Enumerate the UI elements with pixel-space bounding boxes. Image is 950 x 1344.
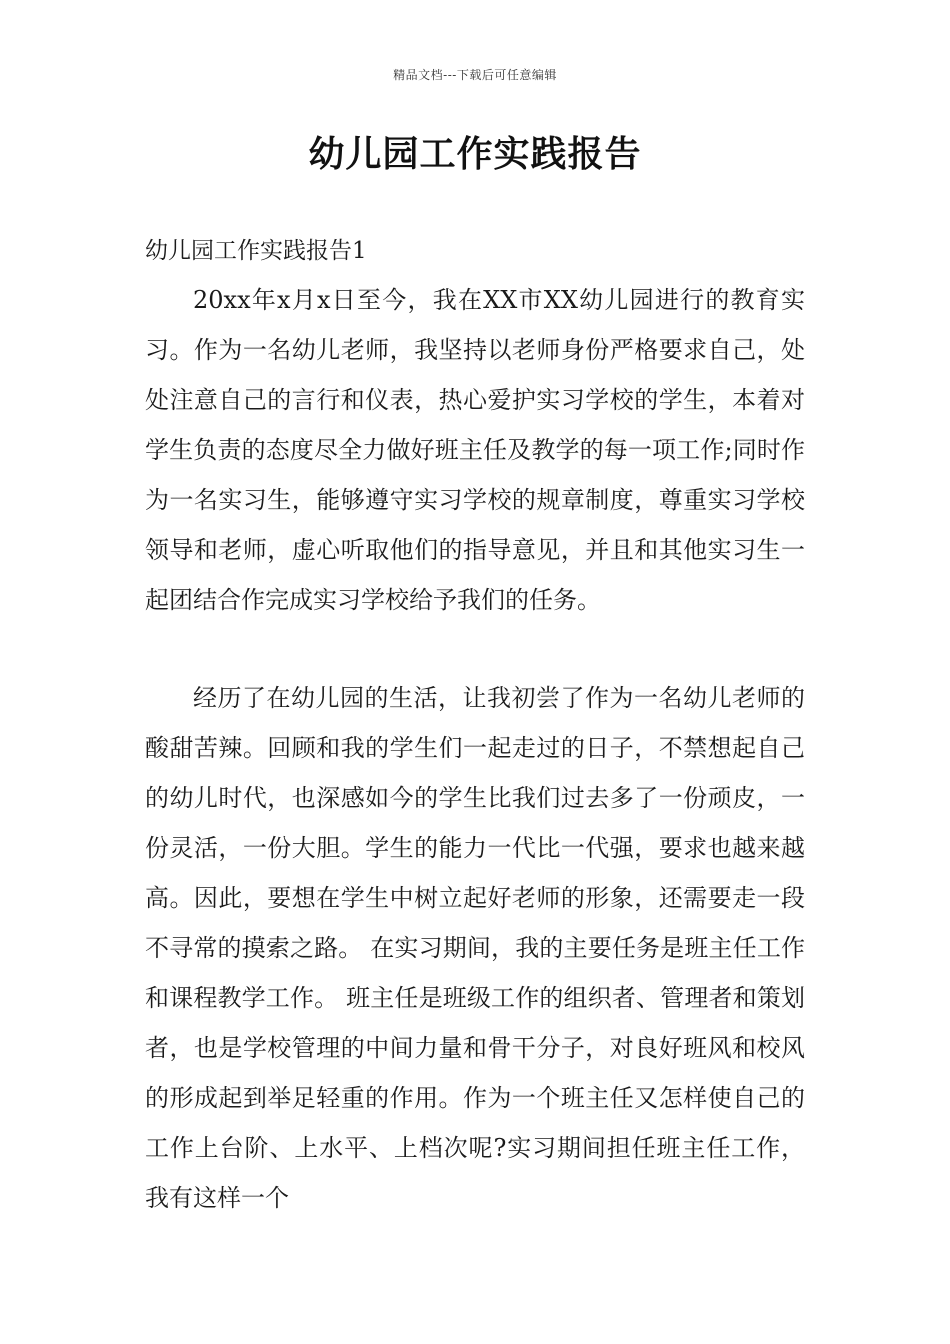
body-paragraph-2 xyxy=(145,673,805,1223)
section-heading: 幼儿园工作实践报告1 xyxy=(145,238,367,264)
paragraph-text: 经历了在幼儿园的生活，让我初尝了作为一名幼儿老师的酸甜苦辣。回顾和我的学生们一起走过的日子，不禁想起自己的幼儿时代，也深感如今的学生比我们过去多了一份顽皮，一份灵活，一份大胆。学生的能力一代比一代强，要求也越来越高。因此，要想在学生中树立起好老师的形象，还需要走一段不寻常的摸索之路。 在实习期间，我的主要任务是班主任工作和课程教学工作。 班主任是班级工作的组织者、管理者和策划者，也是学校管理的中间力量和骨干分子，对良好班风和校风的形成起到举足轻重的作用。作为一个班主任又怎样使自己的工作上台阶、上水平、上档次呢?实习期间担任班主任工作，我有这样一个 xyxy=(145,684,805,1212)
document-title: 幼儿园工作实践报告 xyxy=(308,133,642,175)
body-paragraph-1 xyxy=(145,275,805,625)
page-header: 精品文档---下载后可任意编辑 xyxy=(393,68,557,82)
paragraph-text: 20xx年x月x日至今，我在XX市XX幼儿园进行的教育实习。作为一名幼儿老师，我坚持以老师身份严格要求自己，处处注意自己的言行和仪表，热心爱护实习学校的学生，本着对学生负责的态度尽全力做好班主任及教学的每一项工作;同时作为一名实习生，能够遵守实习学校的规章制度，尊重实习学校领导和老师，虚心听取他们的指导意见，并且和其他实习生一起团结合作完成实习学校给予我们的任务。 xyxy=(145,286,805,614)
